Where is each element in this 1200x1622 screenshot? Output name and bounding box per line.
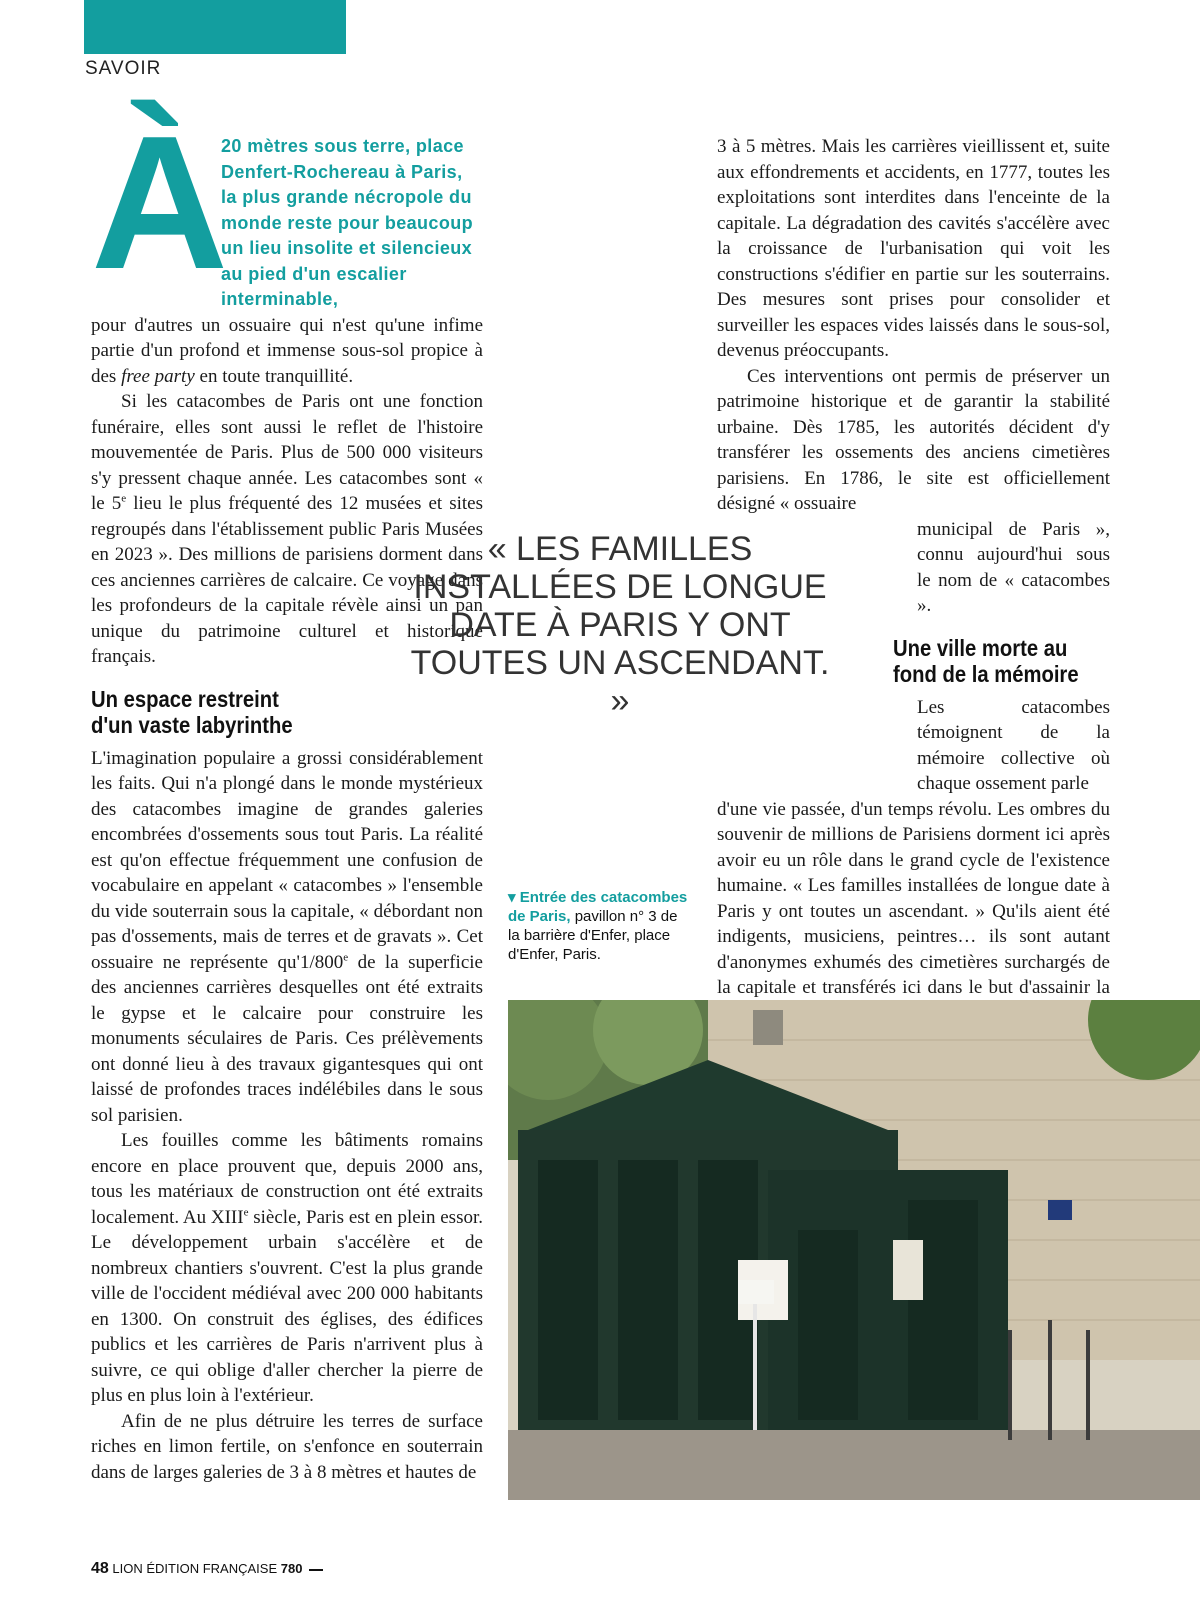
- magazine-name: LION ÉDITION FRANÇAISE: [112, 1561, 278, 1576]
- section1-paragraph-2: Les fouilles comme les bâtiments romains encore en place prouvent que, depuis 2000 ans, tous les matériaux de construction ont été extraits localement. Au XIIIe siècle, Paris est en plein essor. Le développement urbain s'accélère et de nombreux chantiers s'ouvrent. C'est la plus grande ville de l'occident médiéval avec 200 000 habitants en 1300. On construit des églises, des édifices publics et les carrières de Paris n'arrivent plus à suivre, ce qui oblige d'aller chercher la pierre de plus en plus loin à l'extérieur.: [91, 1130, 483, 1406]
- col2-paragraph-3: d'une vie passée, d'un temps révolu. Les ombres du souvenir de millions de Parisiens dorment ici après avoir eu un rôle dans le grand cycle de l'existence humaine. « Les familles installées de longue date à Paris y ont toutes un ascendant. » Qu'ils aient été indigents, musiciens, peintres… ils sont autant d'anonymes exhumés des cimetières surchargés de la capitale et transférés ici dans le but d'assainir la: [717, 798, 1110, 998]
- footer-rule: [309, 1569, 323, 1571]
- intro-block: [91, 97, 483, 313]
- intro-paragraph-1: pour d'autres un ossuaire qui n'est qu'une infime partie d'un profond et immense sous-sol propice à des free party en toute tranquillité.: [91, 314, 483, 387]
- section-label: SAVOIR: [85, 58, 162, 79]
- photo-illustration: [508, 1000, 1200, 1500]
- lead-paragraph: 20 mètres sous terre, place Denfert-Rochereau à Paris, la plus grande nécropole du monde reste pour beaucoup un lieu insolite et silencieux au pied d'un escalier interminable,: [221, 136, 474, 309]
- section1-paragraph-3: Afin de ne plus détruire les terres de surface riches en limon fertile, on s'enfonce en souterrain dans de larges galeries de 3 à 8 mètres et hautes de: [91, 1410, 483, 1483]
- caption-title: ▾ Entrée des catacombes de Paris,: [508, 889, 688, 925]
- issue-number: 780: [280, 1561, 303, 1576]
- section-color-bar: [84, 0, 346, 54]
- col2-paragraph-3-wrap: Les catacombes témoignent de la mémoire collective où chaque ossement parle: [917, 696, 1110, 794]
- col2-paragraph-1: 3 à 5 mètres. Mais les carrières vieillissent et, suite aux effondrements et accidents, en 1777, toutes les exploitations sont interdites dans l'enceinte de la capitale. La dégradation des cavités s'accélère avec la croissance de l'urbanisation qui voit les constructions s'édifier en partie sur les souterrains. Des mesures sont prises pour consolider et surveiller les espaces vides laissés dans le sous-sol, devenus préoccupants.: [717, 136, 1110, 361]
- intro-paragraph-2: Si les catacombes de Paris ont une fonction funéraire, elles sont aussi le reflet de l'histoire mouvementée de Paris. Plus de 500 000 visiteurs s'y pressent chaque année. Les catacombes sont « le 5e lieu le plus fréquenté des 12 musées et sites regroupés dans l'établissement public Paris Musées en 2023 ». Des millions de parisiens dorment dans ces anciennes carrières de calcaire. Ce voyage dans les profondeurs de la capitale révèle ainsi un pan unique du patrimoine culturel et historique français.: [91, 391, 483, 667]
- page-number: 48: [91, 1560, 109, 1577]
- pull-quote: « LES FAMILLES INSTALLÉES DE LONGUE DATE À PARIS Y ONT TOUTES UN ASCENDANT. »: [410, 530, 830, 720]
- catacombs-entrance-photo: [508, 1000, 1200, 1500]
- drop-cap: À: [91, 97, 229, 309]
- left-column: [91, 97, 483, 1485]
- photo-caption: [508, 888, 693, 964]
- caption-text: pavillon n° 3 de la barrière d'Enfer, place d'Enfer, Paris.: [508, 908, 678, 963]
- section-heading-2: Une ville morte au fond de la mémoire: [893, 634, 1079, 687]
- section1-paragraph-1: L'imagination populaire a grossi considérablement les faits. Qui n'a plongé dans le monde mystérieux des catacombes imagine de grandes galeries encombrées d'ossements sous tout Paris. La réalité est qu'on effectue fréquemment une confusion de vocabulaire en appelant « catacombes » l'ensemble du vide souterrain sous la capitale, « débordant non pas d'ossements, mais de terres et de gravats ». Cet ossuaire ne représente qu'1/800e de la superficie des anciennes carrières desquelles ont été extraits le gypse et le calcaire pour construire les monuments séculaires de Paris. Ces prélèvements ont donné lieu à des travaux gigantesques qui ont laissé de profondes traces indélébiles dans le sous sol parisien.: [91, 747, 483, 1126]
- page-footer: [91, 1560, 323, 1578]
- col2-paragraph-2-wrap: municipal de Paris », connu aujourd'hui sous le nom de « catacombes ».: [917, 518, 1110, 616]
- col2-paragraph-2: Ces interventions ont permis de préserver un patrimoine historique et de garantir la stabilité urbaine. Dès 1785, les autorités décident d'y transférer les ossements des anciens cimetières parisiens. En 1786, le site est officiellement désigné « ossuaire: [717, 365, 1110, 514]
- section-heading-1: Un espace restreint d'un vaste labyrinthe: [91, 685, 293, 738]
